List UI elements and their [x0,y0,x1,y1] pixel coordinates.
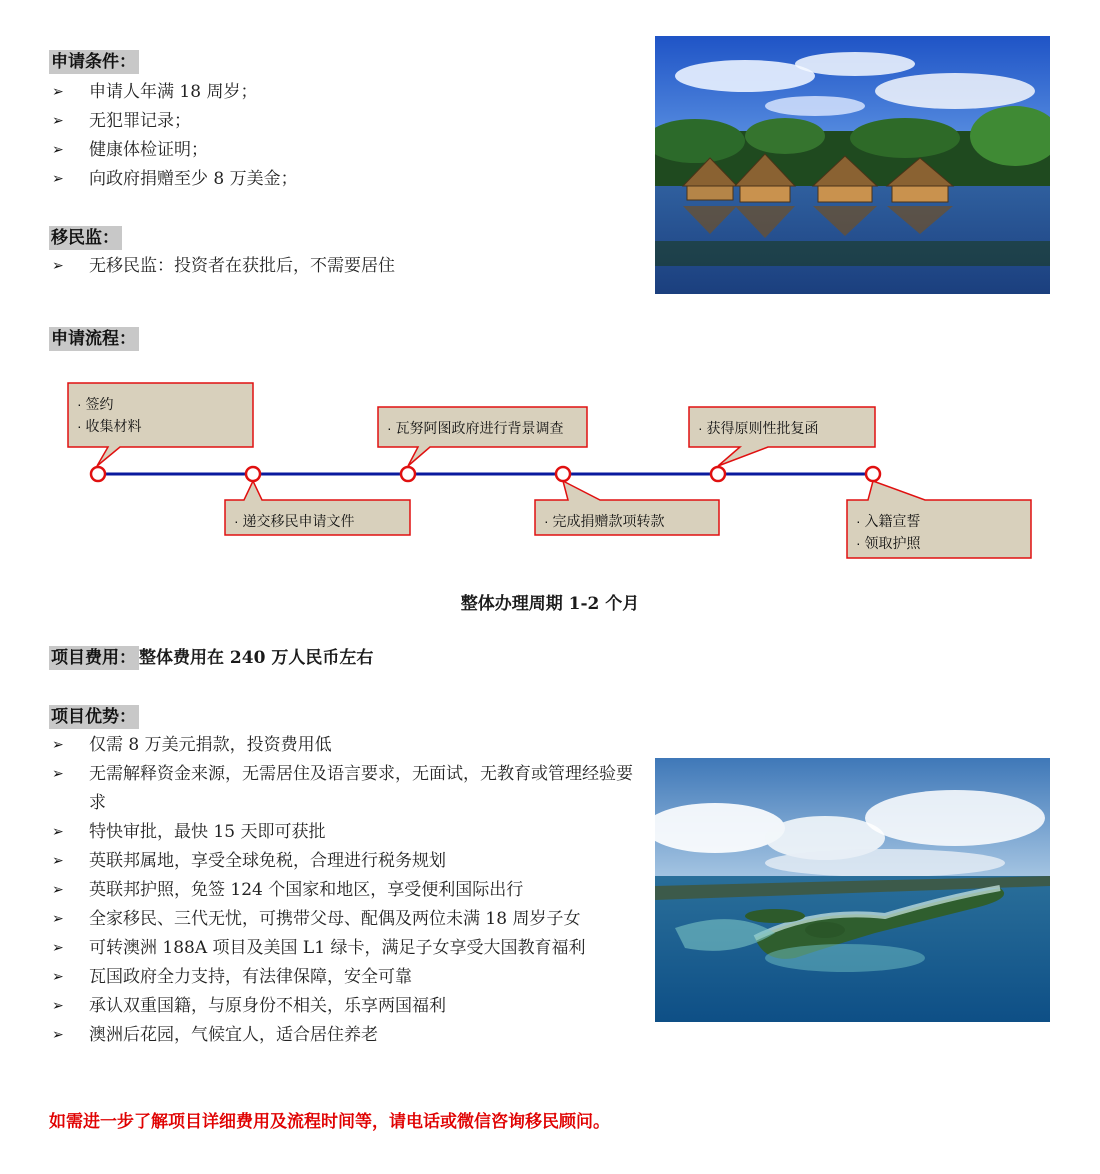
process-timeline [0,370,1100,570]
island-aerial-photo [655,758,1050,1022]
list-item: ➢ 向政府捐赠至少 8 万美金； [49,165,609,194]
arrow-bullet-icon: ➢ [52,824,64,840]
callout-line: · 入籍宣誓 [856,513,921,529]
requirements-list [49,78,609,194]
callout-line: · 完成捐赠款项转款 [544,513,665,529]
callout-line: · 领取护照 [856,535,921,551]
fee-value: 整体费用在 240 万人民币左右 [139,648,374,668]
fee-heading: 项目费用： [49,646,139,670]
list-item: ➢ 无移民监：投资者在获批后，不需要居住 [49,252,609,281]
callout-line: · 获得原则性批复函 [698,420,819,436]
callout-line: · 签约 [77,396,114,412]
residency-heading: 移民监： [49,226,122,250]
arrow-bullet-icon: ➢ [52,911,64,927]
list-item: ➢ 无需解释资金来源，无需居住及语言要求，无面试，无教育或管理经验要求 [49,760,645,818]
arrow-bullet-icon: ➢ [52,113,64,129]
callout-line: · 收集材料 [77,418,142,434]
residency-list [49,252,609,281]
fee-row [49,646,373,670]
arrow-bullet-icon: ➢ [52,969,64,985]
list-item: ➢ 无犯罪记录； [49,107,609,136]
callout-top-1 [68,383,253,466]
requirements-heading: 申请条件： [49,50,139,74]
arrow-bullet-icon: ➢ [52,171,64,187]
callout-line: · 瓦努阿图政府进行背景调查 [387,420,564,436]
callout-bottom-2 [535,481,719,535]
arrow-bullet-icon: ➢ [52,142,64,158]
arrow-bullet-icon: ➢ [52,998,64,1014]
arrow-bullet-icon: ➢ [52,258,64,274]
list-item: ➢ 英联邦属地，享受全球免税，合理进行税务规划 [49,847,645,876]
process-heading: 申请流程： [49,327,139,351]
timeline-node [246,467,260,481]
list-item: ➢ 特快审批，最快 15 天即可获批 [49,818,645,847]
arrow-bullet-icon: ➢ [52,1027,64,1043]
arrow-bullet-icon: ➢ [52,737,64,753]
list-item: ➢ 仅需 8 万美元捐款，投资费用低 [49,731,645,760]
arrow-bullet-icon: ➢ [52,84,64,100]
contact-notice: 如需进一步了解项目详细费用及流程时间等，请电话或微信咨询移民顾问。 [49,1112,610,1132]
timeline-node [711,467,725,481]
callout-bottom-3 [847,481,1031,558]
list-item: ➢ 全家移民、三代无忧，可携带父母、配偶及两位未满 18 周岁子女 [49,905,645,934]
list-item: ➢ 澳洲后花园，气候宜人，适合居住养老 [49,1021,645,1050]
timeline-node [401,467,415,481]
list-item: ➢ 健康体检证明； [49,136,609,165]
timeline-node [866,467,880,481]
list-item: ➢ 申请人年满 18 周岁； [49,78,609,107]
callout-line: · 递交移民申请文件 [234,513,355,529]
callout-top-2 [378,407,587,466]
arrow-bullet-icon: ➢ [52,853,64,869]
callout-bottom-1 [225,481,410,535]
arrow-bullet-icon: ➢ [52,766,64,782]
list-item: ➢ 可转澳洲 188A 项目及美国 L1 绿卡，满足子女享受大国教育福利 [49,934,645,963]
arrow-bullet-icon: ➢ [52,882,64,898]
list-item: ➢ 承认双重国籍，与原身份不相关，乐享两国福利 [49,992,645,1021]
timeline-node [556,467,570,481]
callout-top-3 [689,407,875,466]
list-item: ➢ 瓦国政府全力支持，有法律保障，安全可靠 [49,963,645,992]
list-item: ➢ 英联邦护照，免签 124 个国家和地区，享受便利国际出行 [49,876,645,905]
timeline-node [91,467,105,481]
lake-bungalows-illustration [655,36,1050,294]
lake-bungalows-photo [655,36,1050,294]
arrow-bullet-icon: ➢ [52,940,64,956]
process-cycle-text: 整体办理周期 1-2 个月 [460,594,640,614]
advantages-heading: 项目优势： [49,705,139,729]
island-aerial-illustration [655,758,1050,1022]
advantages-list [49,731,645,1050]
